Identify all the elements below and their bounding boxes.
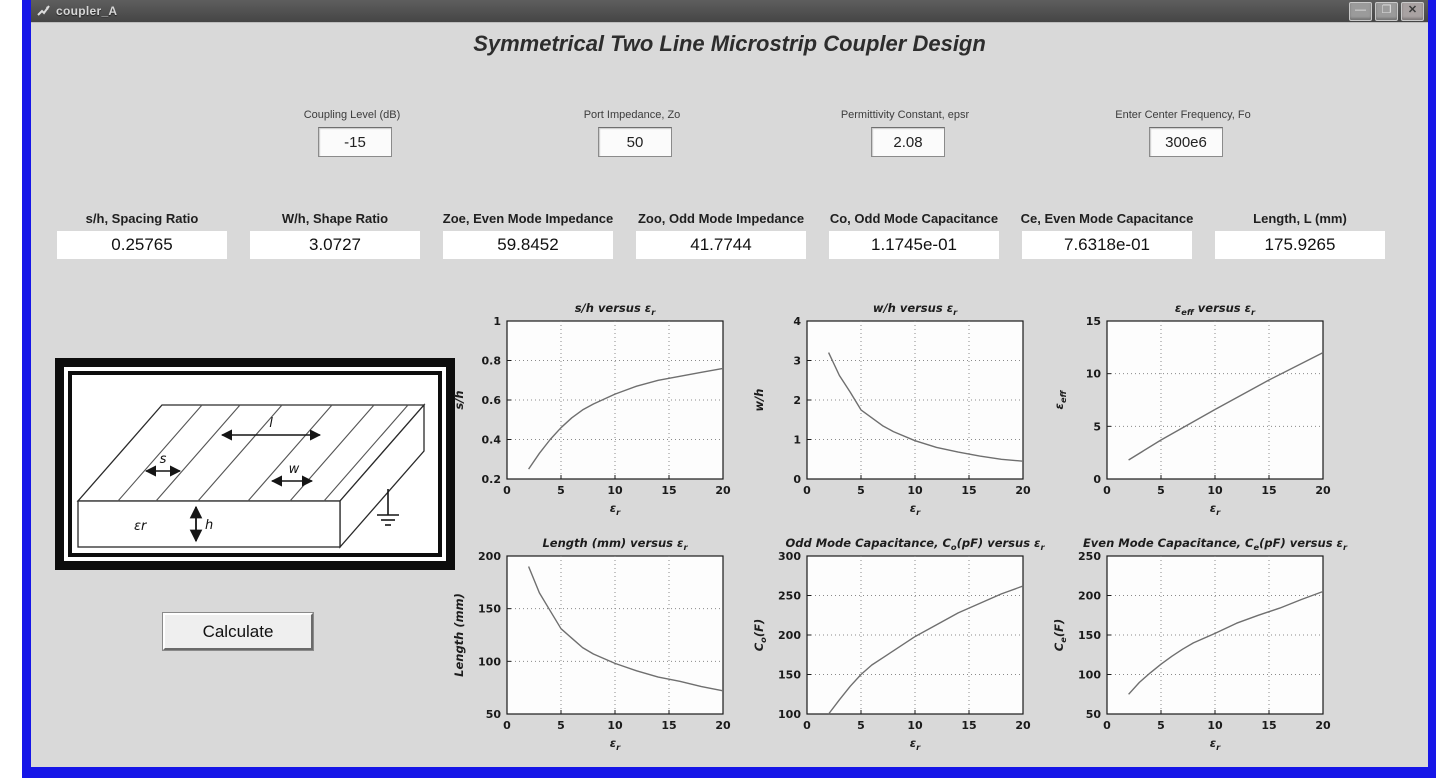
svg-text:5: 5 bbox=[557, 719, 565, 732]
shape-ratio-value: 3.0727 bbox=[250, 231, 420, 259]
svg-text:15: 15 bbox=[661, 484, 677, 497]
svg-text:10: 10 bbox=[607, 484, 623, 497]
even-mode-impedance-label: Zoe, Even Mode Impedance bbox=[442, 211, 614, 226]
svg-text:0: 0 bbox=[793, 473, 801, 486]
length-value: 175.9265 bbox=[1215, 231, 1385, 259]
svg-text:100: 100 bbox=[478, 655, 501, 669]
length-label: Length, L (mm) bbox=[1253, 211, 1347, 226]
svg-text:150: 150 bbox=[778, 668, 801, 682]
svg-text:5: 5 bbox=[1157, 484, 1165, 497]
window-titlebar[interactable] bbox=[31, 0, 1428, 23]
svg-text:20: 20 bbox=[1015, 484, 1031, 497]
svg-text:3: 3 bbox=[793, 354, 801, 368]
svg-text:15: 15 bbox=[1261, 719, 1277, 732]
svg-text:10: 10 bbox=[907, 484, 923, 497]
port-impedance-label: Port Impedance, Zo bbox=[583, 109, 681, 121]
svg-text:w/h versus εr: w/h versus $\varepsilon_r$ bbox=[872, 301, 958, 317]
length-dim-label: l bbox=[269, 416, 273, 431]
close-button[interactable]: ✕ bbox=[1401, 2, 1424, 21]
svg-text:5: 5 bbox=[557, 484, 565, 497]
coupling-level-label: Coupling Level (dB) bbox=[303, 109, 401, 121]
svg-text:150: 150 bbox=[1078, 629, 1101, 642]
chart-sh-versus-er bbox=[445, 295, 755, 529]
window-title: coupler_A bbox=[56, 4, 118, 18]
svg-text:w/h: w/h bbox=[752, 388, 766, 412]
odd-mode-capacitance-label: Co, Odd Mode Capacitance bbox=[829, 211, 999, 226]
figure-window bbox=[22, 0, 1436, 778]
svg-text:Length (mm): Length (mm) bbox=[452, 593, 466, 677]
permittivity-label: Permittivity Constant, epsr bbox=[840, 109, 970, 121]
maximize-button[interactable]: ❐ bbox=[1375, 2, 1398, 21]
svg-text:10: 10 bbox=[907, 719, 923, 732]
coupler-diagram-svg bbox=[72, 375, 442, 557]
svg-text:εr: $\varepsilon_r$ bbox=[909, 736, 921, 752]
svg-text:s/h versus εr: s/h versus $\varepsilon_r$ bbox=[574, 301, 656, 317]
svg-text:εeff: $\varepsilon_{eff}$ bbox=[1052, 390, 1068, 410]
svg-text:50: 50 bbox=[485, 708, 501, 721]
svg-text:Even Mode Capacitance, Ce(pF): Even Mode Capacitance, $C_e(pF)$ versus $\varepsilon_r$ bbox=[1082, 536, 1348, 552]
svg-text:εr: $\varepsilon_r$ bbox=[909, 501, 921, 517]
spacing-ratio-label: s/h, Spacing Ratio bbox=[85, 211, 199, 226]
svg-text:0.2: 0.2 bbox=[481, 473, 501, 486]
chart-length-versus-er bbox=[445, 530, 755, 764]
svg-text:εeff versus εr: $\varepsilon_{eff}$ versus $\varepsilon_r$ bbox=[1174, 301, 1256, 317]
svg-text:0: 0 bbox=[803, 719, 811, 732]
svg-text:0: 0 bbox=[503, 719, 511, 732]
svg-text:1: 1 bbox=[493, 315, 501, 328]
svg-text:1: 1 bbox=[793, 433, 801, 447]
epsilon-r-label: εr bbox=[134, 519, 147, 534]
svg-text:10: 10 bbox=[1085, 367, 1101, 381]
svg-text:15: 15 bbox=[661, 719, 677, 732]
svg-text:0: 0 bbox=[503, 484, 511, 497]
svg-text:s/h: s/h bbox=[452, 390, 466, 410]
svg-text:20: 20 bbox=[1015, 719, 1031, 732]
svg-text:10: 10 bbox=[607, 719, 623, 732]
figure-body bbox=[31, 23, 1428, 767]
coupling-level-field[interactable] bbox=[318, 127, 392, 157]
window-controls bbox=[1349, 2, 1424, 21]
svg-text:Co(F): $C_o(F)$ bbox=[752, 618, 768, 652]
svg-text:50: 50 bbox=[1085, 708, 1101, 721]
svg-text:εr: $\varepsilon_r$ bbox=[609, 501, 621, 517]
svg-text:20: 20 bbox=[1315, 484, 1331, 497]
svg-text:5: 5 bbox=[1093, 420, 1101, 434]
svg-text:0: 0 bbox=[1103, 719, 1111, 732]
svg-text:0: 0 bbox=[1103, 484, 1111, 497]
svg-text:150: 150 bbox=[478, 602, 501, 616]
chart-wh-versus-er bbox=[745, 295, 1055, 529]
shape-ratio-label: W/h, Shape Ratio bbox=[281, 211, 389, 226]
svg-text:20: 20 bbox=[715, 484, 731, 497]
calculate-button[interactable]: Calculate bbox=[163, 613, 313, 650]
coupler-diagram bbox=[55, 358, 455, 570]
svg-text:250: 250 bbox=[778, 589, 801, 603]
svg-text:20: 20 bbox=[1315, 719, 1331, 732]
minimize-button[interactable]: — bbox=[1349, 2, 1372, 21]
svg-text:4: 4 bbox=[793, 315, 801, 328]
svg-text:5: 5 bbox=[857, 719, 865, 732]
even-mode-capacitance-label: Ce, Even Mode Capacitance bbox=[1020, 211, 1194, 226]
center-frequency-field[interactable] bbox=[1149, 127, 1223, 157]
matlab-figure-icon bbox=[36, 3, 52, 19]
chart-even-capacitance-versus-er bbox=[1045, 530, 1355, 764]
spacing-dim-label: s bbox=[159, 452, 167, 467]
svg-text:100: 100 bbox=[778, 708, 801, 721]
height-dim-label: h bbox=[205, 518, 214, 533]
svg-text:15: 15 bbox=[961, 484, 977, 497]
svg-text:250: 250 bbox=[1078, 550, 1101, 563]
svg-text:10: 10 bbox=[1207, 719, 1223, 732]
port-impedance-field[interactable] bbox=[598, 127, 672, 157]
odd-mode-capacitance-value: 1.1745e-01 bbox=[829, 231, 999, 259]
svg-text:Odd Mode Capacitance, Co(pF) v: Odd Mode Capacitance, $C_o(pF)$ versus $\varepsilon_r$ bbox=[785, 536, 1045, 552]
svg-text:0.4: 0.4 bbox=[481, 433, 501, 447]
svg-text:0: 0 bbox=[1093, 473, 1101, 486]
svg-text:0.8: 0.8 bbox=[481, 354, 501, 368]
svg-text:Length (mm) versus εr: Length (mm) versus $\varepsilon_r$ bbox=[542, 536, 688, 552]
chart-odd-capacitance-versus-er bbox=[745, 530, 1055, 764]
svg-text:5: 5 bbox=[1157, 719, 1165, 732]
svg-text:0.6: 0.6 bbox=[481, 394, 501, 407]
svg-text:Ce(F): $C_e(F)$ bbox=[1052, 618, 1068, 652]
svg-text:15: 15 bbox=[961, 719, 977, 732]
svg-text:5: 5 bbox=[857, 484, 865, 497]
svg-text:εr: $\varepsilon_r$ bbox=[609, 736, 621, 752]
svg-text:200: 200 bbox=[778, 629, 801, 642]
svg-text:200: 200 bbox=[478, 550, 501, 563]
svg-text:300: 300 bbox=[778, 550, 801, 563]
svg-text:100: 100 bbox=[1078, 668, 1101, 682]
svg-text:15: 15 bbox=[1261, 484, 1277, 497]
odd-mode-impedance-label: Zoo, Odd Mode Impedance bbox=[637, 211, 805, 226]
spacing-ratio-value: 0.25765 bbox=[57, 231, 227, 259]
svg-text:15: 15 bbox=[1085, 315, 1101, 328]
permittivity-field[interactable] bbox=[871, 127, 945, 157]
even-mode-capacitance-value: 7.6318e-01 bbox=[1022, 231, 1192, 259]
even-mode-impedance-value: 59.8452 bbox=[443, 231, 613, 259]
page-title: Symmetrical Two Line Microstrip Coupler Design bbox=[473, 31, 986, 56]
chart-eeff-versus-er bbox=[1045, 295, 1355, 529]
width-dim-label: w bbox=[288, 462, 300, 477]
svg-text:2: 2 bbox=[793, 394, 801, 407]
svg-text:10: 10 bbox=[1207, 484, 1223, 497]
svg-text:20: 20 bbox=[715, 719, 731, 732]
odd-mode-impedance-value: 41.7744 bbox=[636, 231, 806, 259]
svg-text:200: 200 bbox=[1078, 589, 1101, 603]
svg-text:εr: $\varepsilon_r$ bbox=[1209, 736, 1221, 752]
svg-text:εr: $\varepsilon_r$ bbox=[1209, 501, 1221, 517]
svg-text:0: 0 bbox=[803, 484, 811, 497]
center-frequency-label: Enter Center Frequency, Fo bbox=[1115, 109, 1251, 121]
